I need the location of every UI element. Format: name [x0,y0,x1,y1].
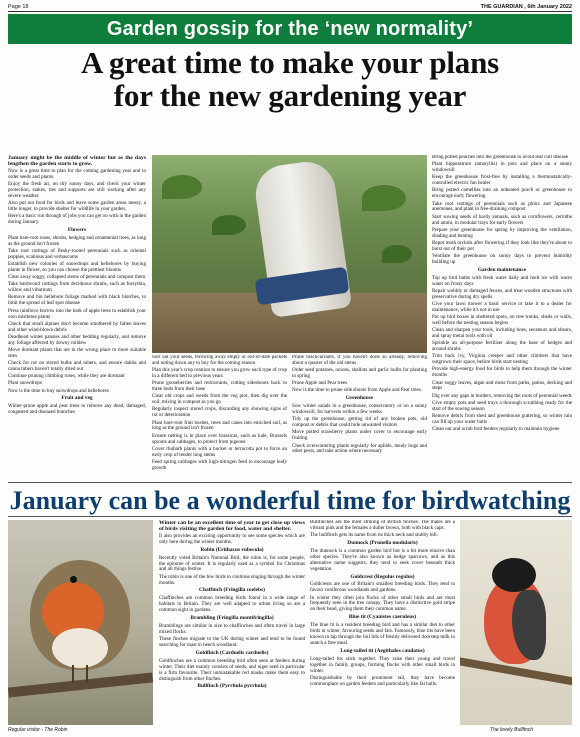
subheading: Dunnock (Prunella modularis) [347,540,418,547]
subheading: Bullfinch (Pyrrhula pyrrhula) [197,683,267,690]
paragraph: Bullfinches are the most striking of British finches. The males are a vibrant pink and the females a duller brown, both with black caps. [310,520,455,531]
paragraph: Give empty pots and seed trays a thorough scrubbing ready for the start of the sowing season [432,399,572,412]
paragraph: Goldcrests are one of Britain's smallest breeding birds. They tend to favour coniferous woodlands and gardens. [310,581,455,594]
subheading: Chaffinch (Fringilla coelebs) [199,587,265,594]
paragraph: Check for rot on stored bulbs and tubers, and ensure dahlia and canna tubers haven't totally dried out [8,360,146,372]
paragraph: The bullfinch gets its name from its thick neck and stubby bill. [310,532,438,539]
article2-column-1 [159,520,305,725]
page-header [8,3,572,12]
paragraph: It also provides an exciting opportunity to see some species which are only here during the winter months. [159,532,305,545]
paragraph: Top up bird baths with fresh water daily and melt ice with warm water on frosty days [432,274,572,287]
subheading: Garden maintenance [477,266,527,273]
paragraph: Deadhead winter pansies and other bedding regularly, and remove any foliage affected by downy mildew [8,333,146,346]
paragraph: Winter-prune apple and pear trees to remove any dead, damaged, congested and diseased branches [8,403,146,416]
subheading: Fruit and veg [61,395,93,402]
subheading: Goldfinch (Carduelis carduelis) [195,649,269,656]
headline [8,46,572,112]
paragraph: Now is the time to buy snowdrops and hellebores [8,387,109,394]
headline-line-2: for the new gardening year [113,78,467,113]
section-banner: Garden gossip for the ‘new normality’ [8,14,572,44]
paragraph: Goldfinches are a common breeding bird often seen at feeders during winter. Their diet mainly consists of seeds, and niger seed in particular is a firm favourite. Their unmistakable red masks make them easy to distinguish from other finches. [159,657,305,682]
paragraph: Plant hippeastrum (amaryllis) in pots and place on a sunny windowsill [432,161,572,174]
paragraph: Prepare your greenhouse for spring by improving the ventilation, shading and heating [432,226,572,239]
paragraph: Establish new colonies of snowdrops and hellebores by buying plants in flower, so you can choose the prettiest blooms [8,261,146,273]
paragraph: Plan this year's crop rotation to ensure you grow each type of crop in a different bed to previous years [152,367,287,380]
paragraph: Take root cuttings of fleshy-rooted perennials such as oriental poppies, scabious and verbascums [8,247,146,260]
subheading: Long-tailed tit (Aegithalos caudatus) [340,647,425,654]
paragraph: Tidy up the greenhouse, getting rid of any broken pots, old compost or debris that could hide unwanted visitors [292,416,427,429]
paragraph: Sow winter salads in a greenhouse, conservatory or on a sunny windowsill, for harvests within a few weeks [292,403,427,416]
robin-caption: Regular visitor - The Robin [8,727,68,733]
paragraph: Prune Apple and Pear trees [292,380,348,387]
article1-column-2 [152,355,287,478]
subheading: Blue tit (Cyanistes caeruleus) [348,614,417,621]
subheading: Robin (Erithacus rubecula) [200,546,264,553]
paragraph: Ventilate the greenhouse on sunny days to prevent humidity building up [432,252,572,265]
birdwatching-headline: January can be a wonderful time for birdwatching [9,486,571,515]
subheading: Brambling (Fringilla montifringilla) [190,615,274,622]
paragraph: Repot moth orchids after flowering if they look like they're about to burst out of their pot [432,239,572,252]
paragraph: Sprinkle an all-purpose fertiliser along the base of hedges and around shrubs [432,340,572,353]
paragraph: Trim back ivy, Virginia creeper and other climbers that have outgrown their space, before birds start nesting [432,353,572,366]
paragraph: Recently voted Britain's National Bird, the robin is, for some people, the epitome of winter. It is regularly used as a symbol for Christmas and all things festive. [159,554,305,573]
paragraph: Give your lawn mower a basic service or take it to a dealer for maintenance, while it's not in use [432,300,572,313]
paragraph: Here's a basic run through of jobs you can get on with in the garden during January. [8,213,146,226]
headline-line-1: A great time to make your plans [80,45,500,80]
paragraph: Continue pruning climbing roses, while they are dormant [8,373,125,380]
paragraph: Move potted strawberry plants under cover to encourage early fruiting [292,429,427,442]
paragraph: Prune gooseberries and redcurrants, cutting sideshoots back to three buds from their base [152,380,287,393]
paragraph: Start sowing seeds of hardy annuals, such as cornflowers, cerinthe and ammi, in modular trays for early flowers [432,213,572,226]
article1-column-3 [292,355,427,478]
article1-column-4 [432,155,572,478]
paragraph: Remove debris from shed and greenhouse guttering, so winter rain can fill up your water butts [432,412,572,425]
paragraph: Also put out food for birds and leave some garden areas messy, a little longer, to provide shelter for wildlife in your garden. [8,200,146,212]
paragraph: Sort out your seeds, throwing away empty or out-of-date packets and noting down any to buy for the coming season [152,355,287,366]
paragraph: Bring potted peaches into the greenhouse to avoid leaf curl disease [432,155,569,160]
bullfinch-photo [460,520,572,725]
paragraph: Provide high-energy food for birds to help them through the winter months [432,366,572,379]
paragraph: Feed spring cabbages with high-nitrogen feed to encourage leafy growth [152,458,287,471]
paragraph: Check overwintering plants regularly for aphids, mealy bugs and other pests, and take action where necessary [292,442,427,455]
paragraph: Cover rhubarb plants with a bucket or terracotta pot to force an early crop of tender long stems [152,445,287,458]
paragraph: Now is the time to prune side shoots from Apple and Pear trees. [292,387,423,394]
paragraph: The dunnock is a common garden bird but is a bit more elusive than other species. They're also known as hedge sparrows, and as this alternative name suggests, they tend to seek cover beneath thick vegetation. [310,547,455,572]
paragraph: Long-tailed tits stick together. They raise their young and travel together in family groups, forming flocks with other small birds in winter. [310,655,455,674]
paragraph: Plant bare-root roses, shrubs, hedging and ornamental trees, as long as the ground isn't frozen [8,234,146,247]
subheading: Goldcrest (Regulus regulus) [350,573,415,580]
paragraph: Distinguishable by their prominent tail, they have become commonplace on garden feeders and particularly like fat balls. [310,674,455,687]
robin-photo [8,520,153,725]
bullfinch-caption: The lovely Bullfinch [490,727,534,733]
paragraph: Dig over any gaps in borders, removing the roots of perennial weeds [432,392,572,399]
paragraph: Plant bare-root fruit bushes, trees and canes into enriched soil, as long as the ground isn't frozen [152,419,287,432]
paragraph: Order seed potatoes, onions, shallots and garlic bulbs for planting in spring [292,367,427,380]
paragraph: Clean and sharpen your tools, including hoes, secateurs and shears, and spray metal tools with oil [432,327,572,340]
paragraph: Move dormant plants that are in the wrong place to more suitable sites [8,346,146,359]
paragraph: Press rainforce borrow into the bark of apple trees to establish your own mistletoe plants [8,307,146,320]
paragraph: Winter can be an excellent time of year to get close up views of birds visiting the garden for food, water and shelter. [159,520,305,533]
paragraph: Now is a great time to plan for the coming gardening year and to order seeds and plants. [8,167,146,180]
paragraph: Ensure netting is in place over brassicas, such as kale, Brussels sprouts and cabbages, to protect from pigeons [152,432,287,445]
paragraph: Clear old crops and weeds from the veg plot, then dig over the soil, mixing in compost as you go [152,393,287,406]
paragraph: Keep the greenhouse frost-free by installing a thermostatically-controlled electric fan heater [432,174,572,187]
paragraph: Repair wobbly or damaged fences, and treat wooden structures with preservative during dry spells [432,287,572,300]
paragraph: Regularly inspect stored crops, discarding any showing signs of rot or deterioration [152,406,287,419]
paragraph: Plant snowdrops [8,380,42,387]
paragraph: In winter they often join flocks of other small birds and are most frequently seen in the tree canopy. They have a distinctive gold stripe on their head, giving them their common name. [310,594,455,613]
paragraph: Clear away soggy, collapsed stems of perennials and compost them [8,274,146,281]
paragraph: January might be the middle of winter but as the days lengthen the garden starts to grow. [8,155,146,168]
paragraph: Check that small alpines don't become smothered by fallen leaves and other wind-blown debris [8,320,146,333]
paragraph: Clear soggy leaves, algae and moss from paths, patios, decking and steps [432,379,572,392]
paragraph: These finches migrate to the UK during winter and tend to be found searching for mast in beech woodland. [159,636,305,648]
paragraph: Bring potted camellias into an unheated porch or greenhouse to encourage early flowering [432,187,572,200]
article2-column-2 [310,520,455,725]
subheading: Flowers [67,226,87,233]
article1-column-1 [8,155,146,478]
paragraph: Take root cuttings of perennials such as phlox and Japanese anemones, and plant in free-draining compost [432,200,572,213]
paragraph: Prune blackcurrants, if you haven't done so already, removing about a quarter of the old stems [292,355,427,366]
paragraph: Put up bird boxes in sheltered spots, on tree trunks, sheds or walls, well before the nesting season begins [432,314,572,326]
paragraph: Enjoy the fresh air, on dry sunny days, and check your winter protection, stakes, ties and supports are still working after any severe weather. [8,181,146,199]
paragraph: The robin is one of the few birds to continue singing through the winter months. [159,573,305,586]
paragraph: Remove and bin hellebore foliage marked with black blotches, to limit the spread of leaf spot disease [8,294,146,307]
paragraph: Clean out and scrub bird feeders regularly to maintain hygiene [432,426,560,433]
garden-photo [152,155,427,353]
publication-date: THE GUARDIAN , 6th January 2022 [480,4,572,10]
subheading: Greenhouse [345,395,374,402]
paragraph: Take hardwood cuttings from deciduous shrubs, such as forsythia, willow and viburnum [8,281,146,294]
page-number: Page 18 [8,4,29,10]
paragraph: The blue tit is a resident breeding bird and has a similar diet to other birds in winter, favouring seeds and fats. Famously, blue tits have been known to tap through the foil lids of freshly delivered doorstep milk to snatch a free meal. [310,622,455,646]
paragraph: Chaffinches are common breeding birds found in a wide range of habitats in Britain. They are well adapted to urban living so are a common sight in gardens. [159,595,305,614]
paragraph: Bramblings are similar in size to chaffinches and often travel in large mixed flocks. [159,622,305,635]
